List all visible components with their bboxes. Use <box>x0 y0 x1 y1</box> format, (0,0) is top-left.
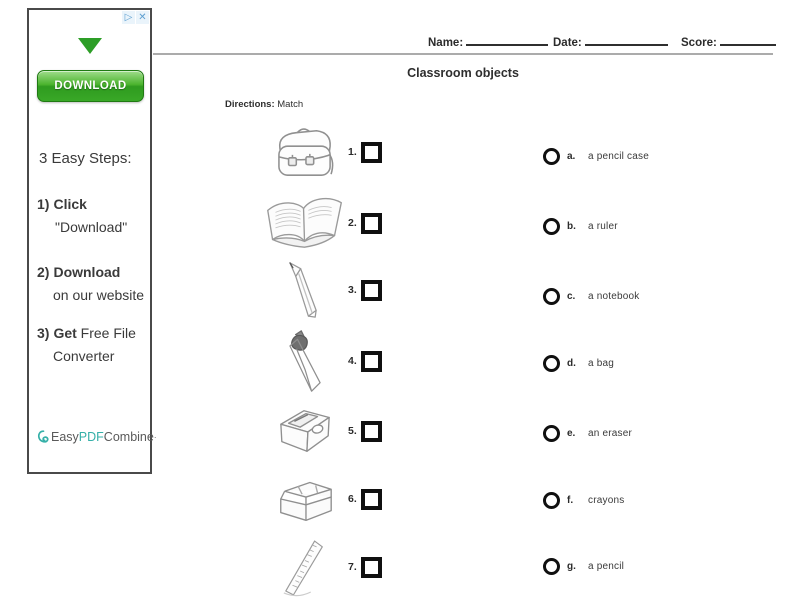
open-notebook-image <box>262 193 348 253</box>
answer-f-radio <box>543 492 560 509</box>
answer-c-radio <box>543 288 560 305</box>
item-row-5 <box>262 400 390 462</box>
item-row-1 <box>262 122 390 182</box>
answer-letter: d. <box>567 357 576 369</box>
answer-letter: c. <box>567 290 576 302</box>
download-button[interactable]: DOWNLOAD <box>37 70 144 102</box>
item-number: 7. <box>348 561 357 573</box>
ad-step-2-line2: on our website <box>53 287 145 303</box>
date-label: Date: <box>553 37 582 49</box>
easypdfcombine-logo-icon <box>37 430 50 444</box>
answer-b-radio <box>543 218 560 235</box>
directions-text: Match <box>277 99 304 110</box>
answer-row-d <box>543 351 614 375</box>
directions-label: Directions: <box>225 99 275 110</box>
name-label: Name: <box>428 37 464 49</box>
answer-row-e <box>543 421 632 445</box>
answer-row-f <box>543 488 624 512</box>
answer-letter: a. <box>567 150 576 162</box>
item-number: 2. <box>348 217 357 229</box>
item-2-checkbox <box>361 213 382 234</box>
item-number: 5. <box>348 425 357 437</box>
adchoices-icon[interactable]: ▷ <box>122 11 135 24</box>
item-number: 1. <box>348 146 357 158</box>
item-row-7 <box>262 535 390 599</box>
answer-a-radio <box>543 148 560 165</box>
down-arrow-icon <box>78 38 102 54</box>
answer-g-radio <box>543 558 560 575</box>
answer-text: a ruler <box>588 220 618 232</box>
ruler-image <box>262 535 348 599</box>
pencil-image <box>262 259 348 321</box>
item-4-checkbox <box>361 351 382 372</box>
school-bag-image <box>262 124 348 180</box>
answer-text: a pencil case <box>588 150 649 162</box>
item-1-checkbox <box>361 142 382 163</box>
answer-row-b <box>543 214 618 238</box>
ad-panel[interactable] <box>27 8 157 474</box>
ad-step-2: 2) Download <box>37 264 121 280</box>
item-6-checkbox <box>361 489 382 510</box>
ad-steps-title: 3 Easy Steps: <box>39 150 132 167</box>
score-label: Score: <box>681 37 717 49</box>
date-field <box>553 33 668 49</box>
answer-text: a pencil <box>588 560 625 572</box>
answer-text: an eraser <box>588 427 633 439</box>
item-row-4 <box>262 328 390 394</box>
ad-step-1-line2: "Download" <box>55 219 128 235</box>
answer-text: crayons <box>588 494 625 506</box>
answer-text: a bag <box>588 357 615 369</box>
ad-controls <box>122 11 149 24</box>
score-field <box>681 33 776 49</box>
answer-row-c <box>543 284 640 308</box>
date-blank-line <box>585 33 668 46</box>
answer-text: a notebook <box>588 290 640 302</box>
answer-row-g <box>543 554 624 578</box>
open-box-image <box>262 473 348 525</box>
directions <box>225 99 303 110</box>
item-5-checkbox <box>361 421 382 442</box>
name-blank-line <box>466 33 548 46</box>
item-row-3 <box>262 258 390 322</box>
item-number: 3. <box>348 284 357 296</box>
easypdfcombine-logo[interactable]: Easy PDF Combine · <box>37 430 157 444</box>
answer-row-a <box>543 144 649 168</box>
answer-e-radio <box>543 425 560 442</box>
answer-letter: g. <box>567 560 576 572</box>
answer-letter: e. <box>567 427 576 439</box>
pencil-sharpener-image <box>262 403 348 459</box>
worksheet-title: Classroom objects <box>407 66 519 80</box>
item-3-checkbox <box>361 280 382 301</box>
header-divider <box>153 53 773 55</box>
answer-letter: b. <box>567 220 576 232</box>
answer-letter: f. <box>567 494 574 506</box>
name-field <box>428 33 548 49</box>
item-number: 4. <box>348 355 357 367</box>
item-row-6 <box>262 470 390 528</box>
ad-step-3: 3) Get Free File <box>37 325 136 341</box>
close-icon[interactable]: ✕ <box>136 11 149 24</box>
answer-d-radio <box>543 355 560 372</box>
ad-step-3-line2: Converter <box>53 348 115 364</box>
ad-step-1: 1) Click <box>37 196 87 212</box>
score-blank-line <box>720 33 776 46</box>
item-row-2 <box>262 192 390 254</box>
pen-image <box>262 328 348 394</box>
item-7-checkbox <box>361 557 382 578</box>
item-number: 6. <box>348 493 357 505</box>
